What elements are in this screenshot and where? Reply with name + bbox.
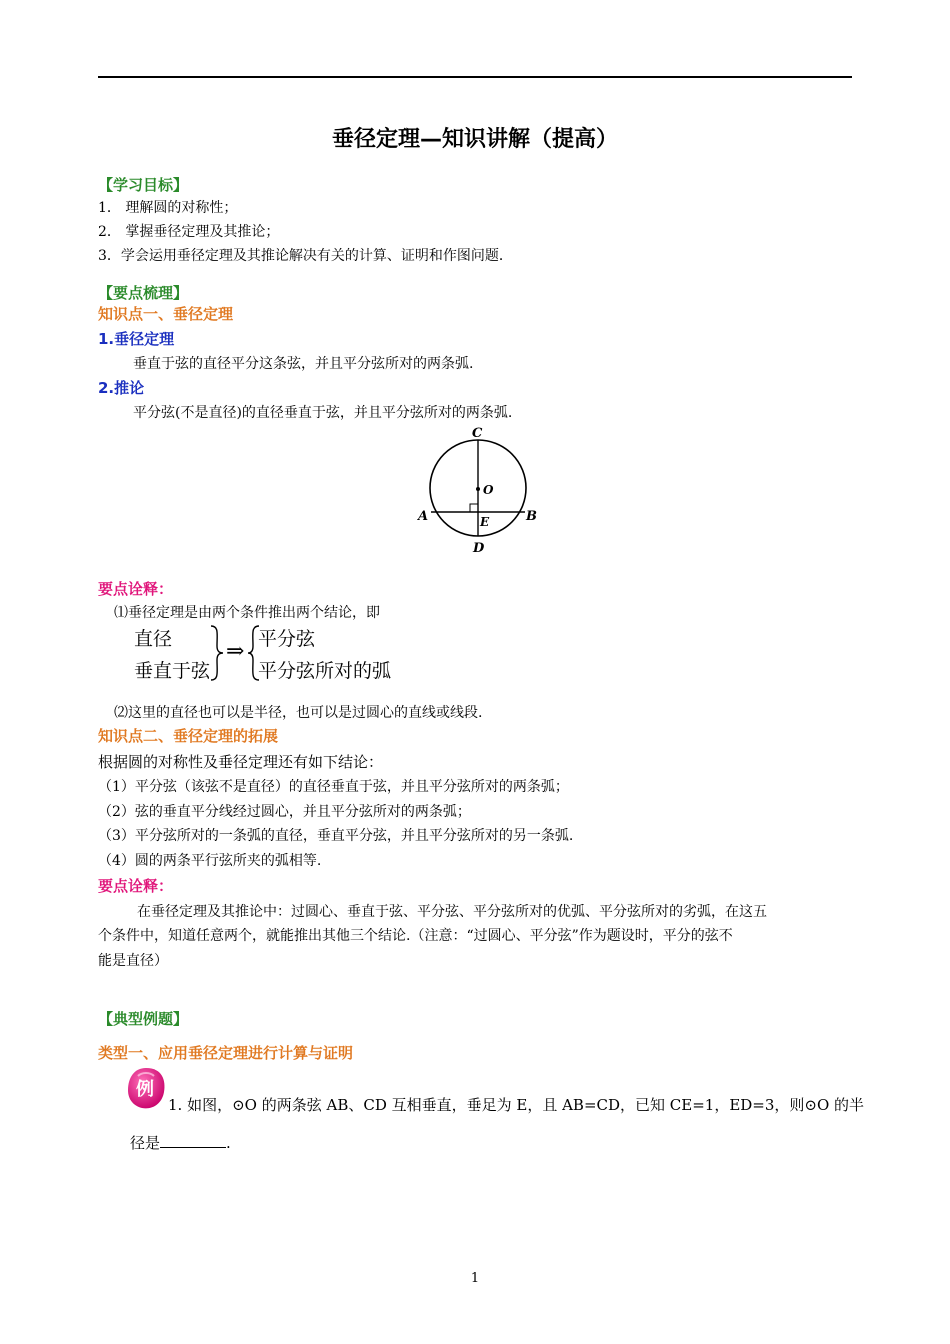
answer-blank[interactable]: [160, 1133, 226, 1148]
page-number: 1: [470, 1271, 480, 1286]
note1-line2: ⑵这里的直径也可以是半径，也可以是过圆心的直线或线段.: [114, 705, 483, 721]
point2-intro: 根据圆的对称性及垂径定理还有如下结论：: [98, 753, 384, 771]
right-angle-mark: [470, 504, 478, 512]
question1-line1: 1. 如图，⊙O 的两条弦 AB、CD 互相垂直，垂足为 E，且 AB=CD，已知 CE=1，ED=3，则⊙O 的半: [168, 1096, 865, 1114]
objective-item: 3．学会运用垂径定理及其推论解决有关的计算、证明和作图问题．: [98, 248, 513, 264]
type1-heading: 类型一、应用垂径定理进行计算与证明: [98, 1044, 354, 1062]
header-rule: [98, 76, 852, 78]
key-points-heading: 【要点梳理】: [98, 284, 189, 302]
center-point: [476, 487, 480, 491]
point2-item: （2）弦的垂直平分线经过圆心，并且平分弦所对的两条弧；: [98, 804, 471, 820]
note1-heading: 要点诠释：: [98, 580, 174, 598]
question1-line2: [130, 1132, 231, 1153]
point2-heading: 知识点二、垂径定理的拓展: [98, 727, 279, 745]
question1-end: .: [226, 1134, 231, 1152]
label-e: E: [480, 515, 490, 529]
badge-label: 例: [136, 1079, 154, 1100]
conclusion-bisect-arc: 平分弦所对的弧: [258, 660, 392, 682]
note2-line3: 能是直径）: [98, 953, 168, 969]
condition-perpendicular: 垂直于弦: [134, 660, 211, 682]
label-b: B: [526, 509, 537, 524]
conclusion-bisect-chord: 平分弦: [258, 628, 316, 650]
condition-diameter: 直径: [134, 628, 173, 650]
point2-item: （1）平分弦（该弦不是直径）的直径垂直于弦，并且平分弦所对的两条弧；: [98, 779, 569, 795]
objectives-heading: 【学习目标】: [98, 176, 189, 194]
label-c: C: [472, 426, 483, 441]
example-badge-icon: [124, 1066, 168, 1112]
corollary-text: 平分弦(不是直径)的直径垂直于弦，并且平分弦所对的两条弧.: [133, 405, 513, 421]
implies-arrow: ⇒: [226, 639, 245, 664]
label-d: D: [473, 541, 485, 556]
note2-line1: 在垂径定理及其推论中：过圆心、垂直于弦、平分弦、平分弦所对的优弧、平分弦所对的劣弧，在这五: [137, 904, 767, 920]
theorem-label: 1.垂径定理: [98, 330, 175, 348]
point2-item: （3）平分弦所对的一条弧的直径，垂直平分弦，并且平分弦所对的另一条弧.: [98, 828, 574, 844]
examples-heading: 【典型例题】: [98, 1010, 189, 1028]
corollary-label: 2.推论: [98, 379, 145, 397]
question1-prefix: 径是: [130, 1134, 161, 1152]
note2-heading: 要点诠释：: [98, 877, 174, 895]
label-a: A: [418, 509, 429, 524]
objective-item: 1． 理解圆的对称性；: [98, 200, 238, 216]
point2-item: （4）圆的两条平行弦所夹的弧相等.: [98, 853, 322, 869]
right-brace-icon: [209, 624, 225, 682]
note2-line2: 个条件中，知道任意两个，就能推出其他三个结论.（注意：“过圆心、平分弦”作为题设时，平分的弦不: [98, 928, 733, 944]
page-title: 垂径定理—知识讲解（提高）: [331, 127, 618, 152]
objective-item: 2． 掌握垂径定理及其推论；: [98, 224, 280, 240]
label-o: O: [483, 483, 494, 497]
theorem-text: 垂直于弦的直径平分这条弦，并且平分弦所对的两条弧.: [133, 356, 474, 372]
note1-line1: ⑴垂径定理是由两个条件推出两个结论，即: [114, 605, 380, 621]
point1-heading: 知识点一、垂径定理: [98, 305, 234, 323]
circle-figure: [410, 424, 550, 558]
